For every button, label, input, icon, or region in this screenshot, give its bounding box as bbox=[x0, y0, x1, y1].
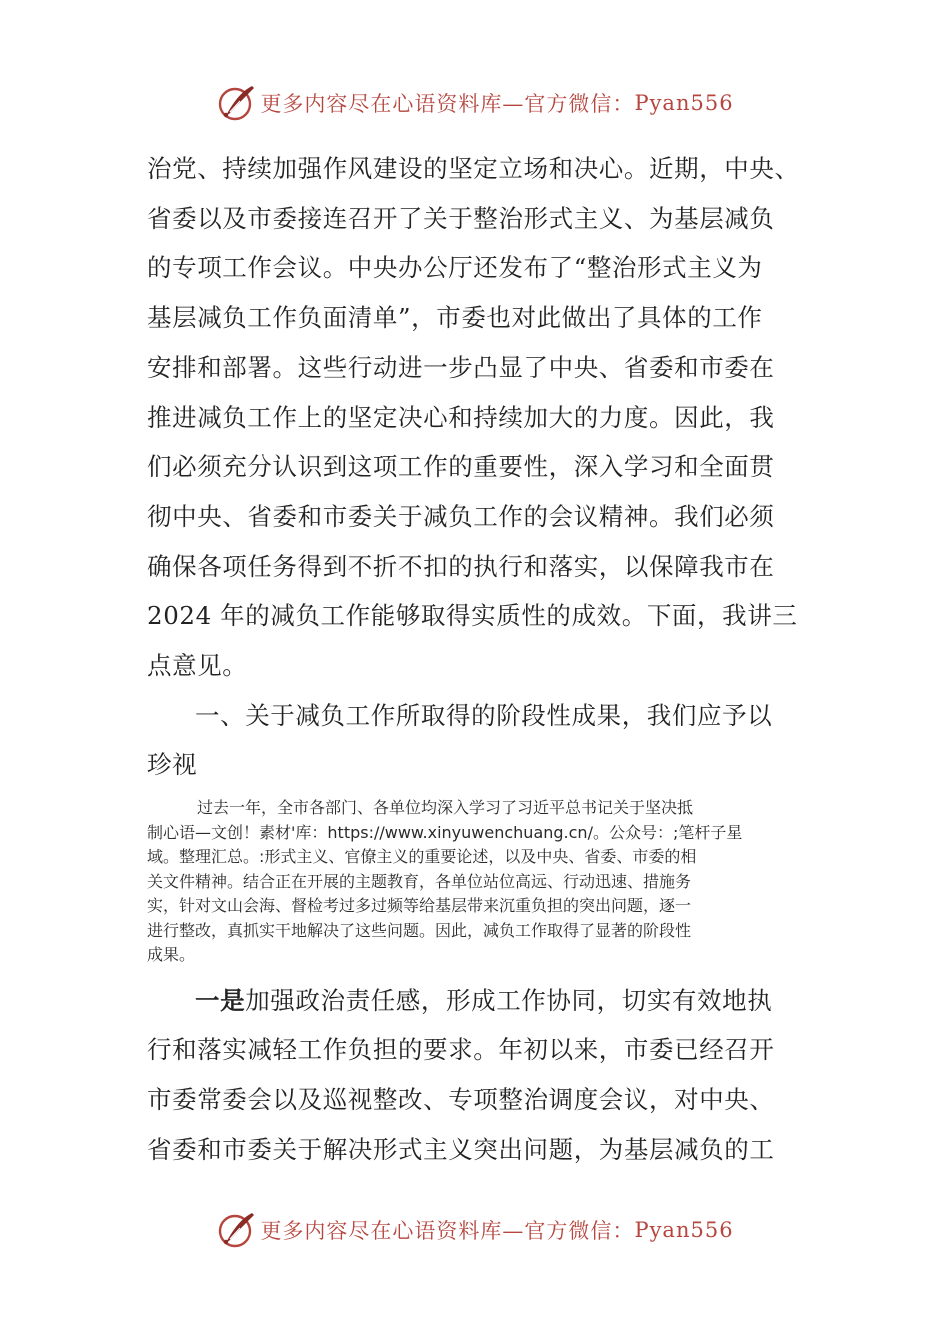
text-line: 彻中央、省委和市委关于减负工作的会议精神。我们必须 bbox=[147, 501, 775, 531]
text-line: 基层减负工作负面清单”，市委也对此做出了具体的工作 bbox=[147, 303, 763, 333]
banner-text: 更多内容尽在心语资料库—官方微信： bbox=[260, 92, 635, 116]
text-line: 行和落实减轻工作负担的要求。年初以来，市委已经召开 bbox=[147, 1035, 775, 1065]
small-text-line: 关文件精神。结合正在开展的主题教育，各单位站位高远、行动迅速、措施务 bbox=[147, 871, 692, 891]
banner-wechat-id: Pyan556 bbox=[634, 1218, 734, 1242]
lead-term: 一是 bbox=[195, 985, 246, 1015]
text-line bbox=[147, 976, 787, 1026]
text-line: 市委常委会以及巡视整改、专项整治调度会议，对中央、 bbox=[147, 1085, 775, 1115]
banner-text: 更多内容尽在心语资料库—官方微信： bbox=[260, 1219, 635, 1243]
small-text-line: 进行整改，真抓实干地解决了这些问题。因此，减负工作取得了显著的阶段性 bbox=[147, 920, 692, 940]
text-line: 点意见。 bbox=[147, 651, 248, 681]
small-print-paragraph bbox=[147, 796, 787, 968]
text-line: 安排和部署。这些行动进一步凸显了中央、省委和市委在 bbox=[147, 352, 775, 382]
text-line: 们必须充分认识到这项工作的重要性，深入学习和全面贯 bbox=[147, 452, 775, 482]
heading-line: 一、关于减负工作所取得的阶段性成果，我们应予以 bbox=[195, 700, 773, 730]
text-line: 治党、持续加强作风建设的坚定立场和决心。近期，中央、 bbox=[147, 154, 800, 183]
small-text-line: 过去一年，全市各部门、各单位均深入学习了习近平总书记关于坚决抵 bbox=[197, 798, 694, 818]
text-run: 加强政治责任感，形成工作协同，切实有效地执 bbox=[245, 985, 773, 1015]
heading-line: 珍视 bbox=[147, 750, 198, 780]
text-line: 确保各项任务得到不折不扣的执行和落实，以保障我市在 bbox=[147, 551, 775, 581]
section-heading-1 bbox=[147, 691, 787, 790]
footer-banner bbox=[0, 1205, 950, 1255]
header-banner bbox=[0, 78, 950, 128]
text-line: 推进减负工作上的坚定决心和持续加大的力度。因此，我 bbox=[147, 402, 775, 432]
text-line: 2024 年的减负工作能够取得实质性的成效。下面，我讲三 bbox=[147, 601, 798, 631]
document-body bbox=[147, 144, 800, 1174]
banner-wechat-id: Pyan556 bbox=[634, 91, 734, 115]
small-text-line: 域。整理汇总。:形式主义、官僚主义的重要论述，以及中央、省委、市委的相 bbox=[147, 847, 697, 867]
small-text-line: 实，针对文山会海、督检考过多过频等给基层带来沉重负担的突出问题，逐一 bbox=[147, 896, 692, 916]
paragraph-1 bbox=[147, 144, 800, 691]
paragraph-2 bbox=[147, 976, 787, 1175]
quill-pen-icon bbox=[216, 1209, 258, 1251]
text-line: 省委以及市委接连召开了关于整治形式主义、为基层减负 bbox=[147, 203, 775, 233]
text-line: 省委和市委关于解决形式主义突出问题，为基层减负的工 bbox=[147, 1134, 775, 1164]
quill-pen-icon bbox=[216, 82, 258, 124]
text-line: 的专项工作会议。中央办公厅还发布了“整治形式主义为 bbox=[147, 253, 763, 283]
small-text-line: 制心语—文创！素材'库：https://www.xinyuwenchuang.cn/。公众号：;笔杆子星 bbox=[147, 822, 743, 842]
small-text-line: 成果。 bbox=[147, 945, 196, 965]
